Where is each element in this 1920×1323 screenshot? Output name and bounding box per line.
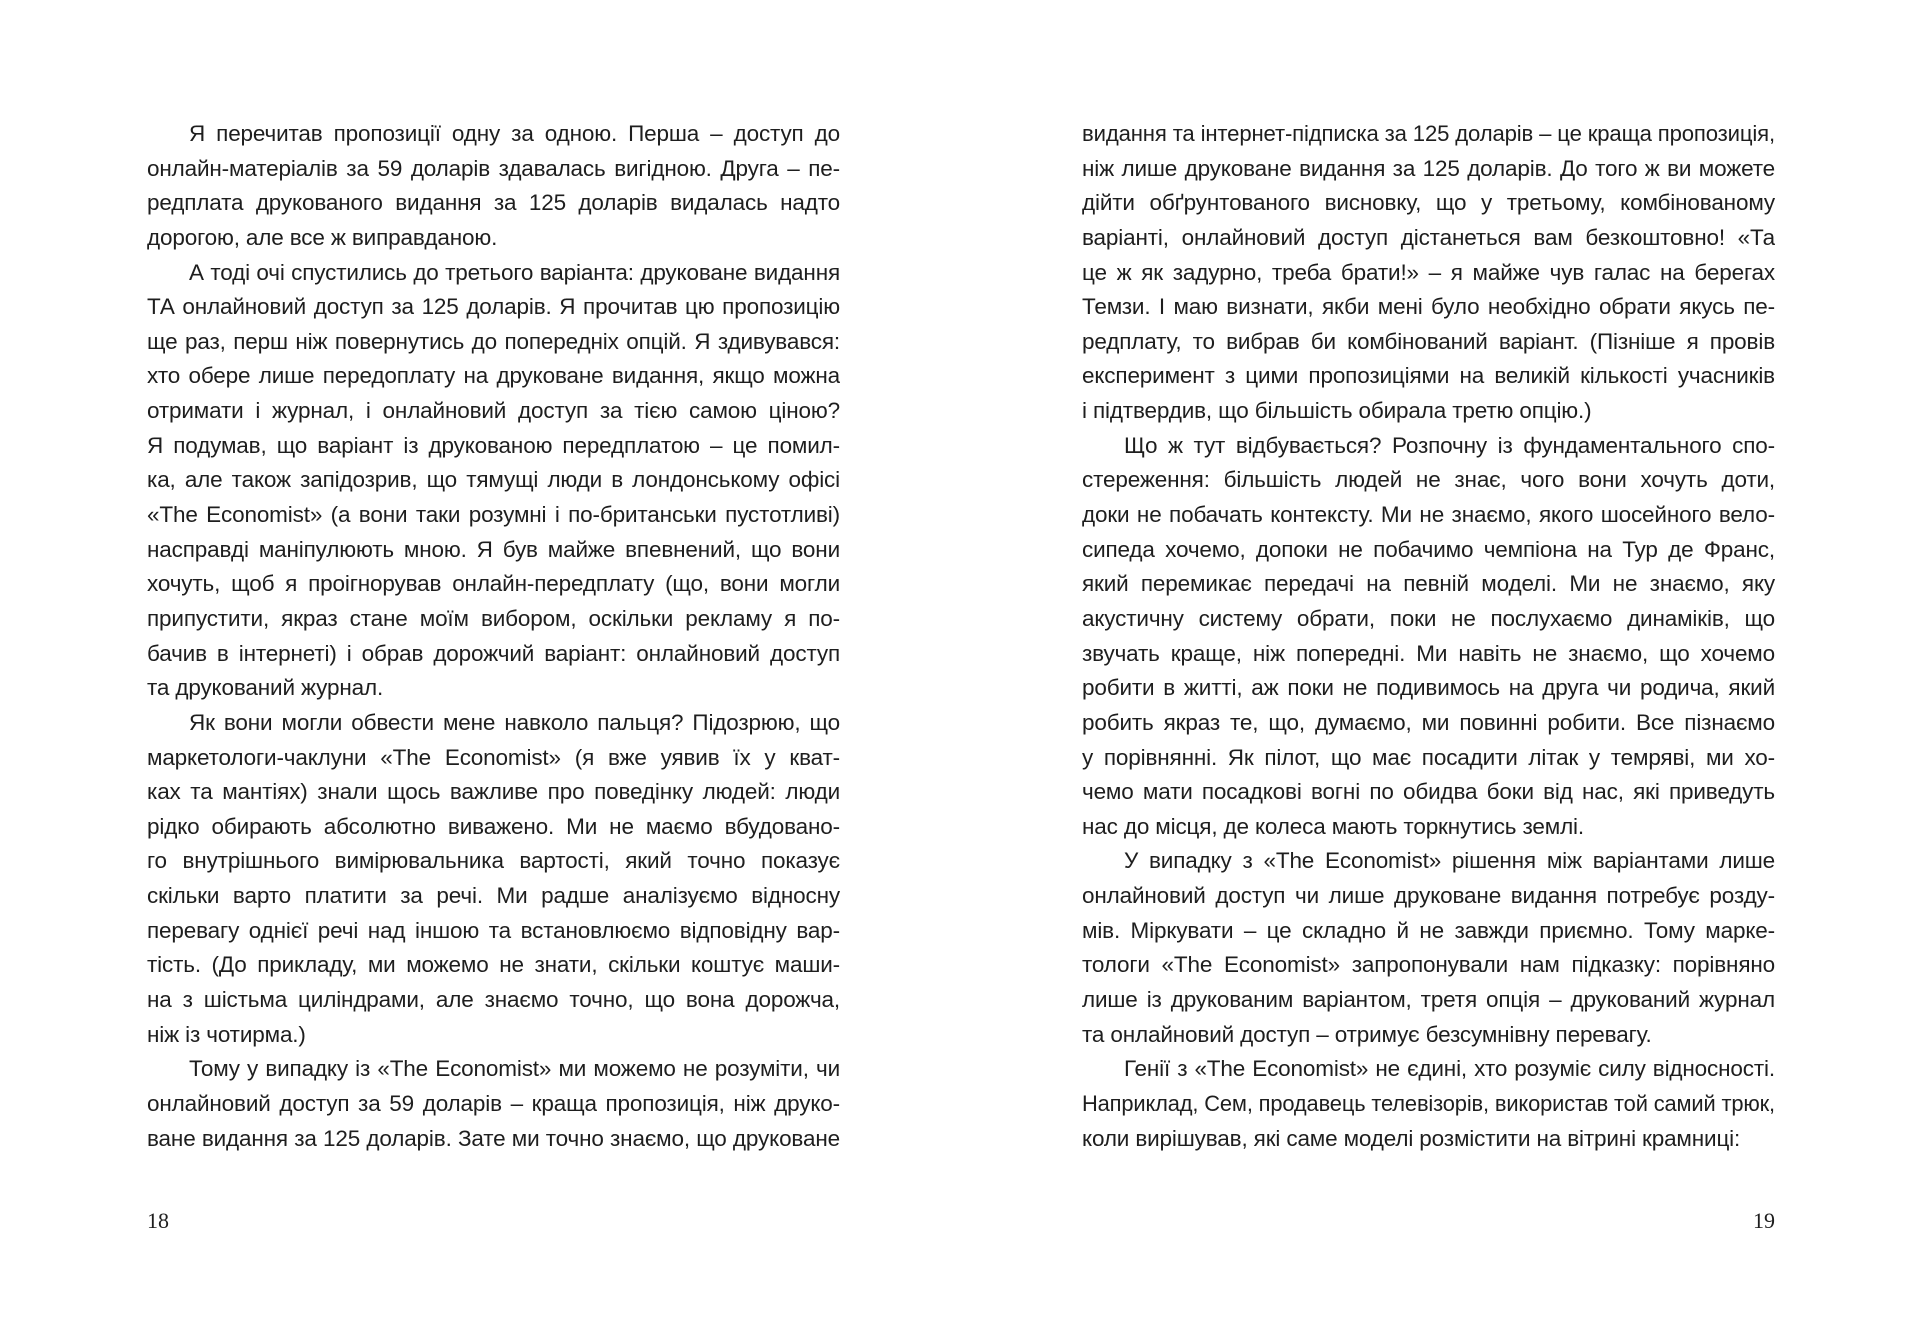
text-line: Я подумав, що варіант із друкованою передплатою – це помил- [147, 432, 840, 458]
right-page [960, 0, 1920, 1323]
text-line: насправді маніпулюють мною. Я був майже впевнений, що вони [147, 536, 840, 562]
text-line: Наприклад, Сем, продавець телевізорів, використав той самий трюк, [1082, 1090, 1775, 1116]
text-line: Темзи. І маю визнати, якби мені було необхідно обрати якусь пе- [1082, 294, 1775, 320]
text-line: маркетологи-чаклуни «The Economist» (я вже уявив їх у кват- [147, 744, 840, 770]
text-line: чемо мати посадкові вогні по обидва боки від нас, які приведуть [1082, 779, 1775, 805]
text-line: дорогою, але все ж виправданою. [147, 224, 498, 250]
text-line: експеримент з цими пропозиціями на великій кількості учасників [1082, 363, 1775, 389]
text-line: у порівнянні. Як пілот, що має посадити літак у темряві, ми хо- [1082, 744, 1775, 770]
text-line: і підтвердив, що більшість обирала третю опцію.) [1082, 398, 1592, 424]
right-page-text [1082, 117, 1775, 1156]
text-line: онлайн-матеріалів за 59 доларів здавалась вигідною. Друга – пе- [147, 155, 840, 181]
text-line: припустити, якраз стане моїм вибором, оскільки рекламу я по- [147, 605, 840, 631]
text-line: Я перечитав пропозиції одну за одною. Перша – доступ до [189, 121, 840, 146]
text-line: ТА онлайновий доступ за 125 доларів. Я прочитав цю пропозицію [147, 294, 840, 320]
text-line: варіанті, онлайновий доступ дістанеться вам безкоштовно! «Та [1082, 224, 1775, 250]
left-page-number: 18 [147, 1208, 169, 1233]
text-line: лише із друкованим варіантом, третя опція – друкований журнал [1082, 987, 1775, 1013]
text-line: ках та мантіях) знали щось важливе про поведінку людей: люди [147, 779, 840, 805]
text-line: це ж як задурно, треба брати!» – я майже чув галас на берегах [1082, 259, 1775, 285]
text-line: рідко обирають абсолютно виважено. Ми не маємо вбудовано- [147, 813, 840, 839]
text-line: сипеда хочемо, допоки не побачимо чемпіона на Тур де Франс, [1082, 536, 1775, 562]
text-line: акустичну систему обрати, поки не послухаємо динаміків, що [1082, 605, 1775, 631]
text-line: онлайновий доступ чи лише друковане видання потребує розду- [1082, 883, 1775, 909]
text-line: Тому у випадку із «The Economist» ми можемо не розуміти, чи [189, 1056, 840, 1082]
text-line: тологи «The Economist» запропонували нам підказку: порівняно [1082, 952, 1775, 978]
text-line: та онлайновий доступ – отримує безсумнівну перевагу. [1082, 1021, 1652, 1047]
right-page-number: 19 [1753, 1208, 1775, 1233]
text-line: Як вони могли обвести мене навколо пальця? Підозрюю, що [189, 709, 840, 735]
text-line: бачив в інтернеті) і обрав дорожчий варіант: онлайновий доступ [147, 640, 840, 666]
text-line: ніж із чотирма.) [147, 1021, 306, 1047]
text-line: доки не побачать контексту. Ми не знаємо, якого шосейного вело- [1082, 502, 1775, 528]
text-line: який перемикає передачі на певній моделі. Ми не знаємо, яку [1082, 571, 1775, 597]
text-line: коли вирішував, які саме моделі розмістити на вітрині крамниці: [1082, 1125, 1741, 1151]
text-line: стереження: більшість людей не знає, чого вони хочуть доти, [1082, 467, 1775, 493]
text-line: робити в житті, аж поки не подивимось на друга чи родича, який [1082, 675, 1775, 701]
text-line: ніж лише друковане видання за 125 доларів. До того ж ви можете [1082, 155, 1775, 181]
text-line: А тоді очі спустились до третього варіанта: друковане видання [189, 259, 840, 285]
text-line: нас до місця, де колеса мають торкнутись землі. [1082, 813, 1585, 839]
text-line: на з шістьма циліндрами, але знаємо точно, що вона дорожча, [147, 987, 840, 1013]
text-line: отримати і журнал, і онлайновий доступ за тією самою ціною? [147, 398, 840, 424]
text-line: ване видання за 125 доларів. Зате ми точно знаємо, що друковане [147, 1125, 840, 1151]
text-line: онлайновий доступ за 59 доларів – краща пропозиція, ніж друко- [147, 1090, 840, 1116]
text-line: та друкований журнал. [147, 675, 384, 701]
text-line: робить якраз те, що, думаємо, ми повинні робити. Все пізнаємо [1082, 709, 1775, 735]
text-line: редплату, то вибрав би комбінований варіант. (Пізніше я провів [1082, 328, 1775, 354]
text-line: перевагу однієї речі над іншою та встановлюємо відповідну вар- [147, 917, 840, 943]
text-line: тість. (До прикладу, ми можемо не знати, скільки коштує маши- [147, 952, 840, 978]
left-page-text [147, 117, 840, 1156]
text-line: скільки варто платити за речі. Ми радше аналізуємо відносну [147, 883, 840, 909]
text-line: хочуть, щоб я проігнорував онлайн-передплату (що, вони могли [147, 571, 840, 597]
text-line: го внутрішнього вимірювальника вартості, який точно показує [147, 848, 840, 874]
text-line: Що ж тут відбувається? Розпочну із фундаментального спо- [1124, 432, 1775, 458]
text-line: дійти обґрунтованого висновку, що у третьому, комбінованому [1082, 190, 1775, 216]
text-line: редплата друкованого видання за 125 доларів видалась надто [147, 190, 840, 216]
text-line: звучать краще, ніж попередні. Ми навіть не знаємо, що хочемо [1082, 640, 1775, 666]
text-line: мів. Міркувати – це складно й не завжди приємно. Тому марке- [1082, 917, 1775, 943]
text-line: ще раз, перш ніж повернутись до попередніх опцій. Я здивувався: [147, 328, 840, 354]
text-line: У випадку з «The Economist» рішення між варіантами лише [1124, 848, 1775, 874]
text-line: хто обере лише передоплату на друковане видання, якщо можна [147, 363, 840, 389]
text-line: ка, але також запідозрив, що тямущі люди в лондонському офісі [147, 467, 840, 493]
text-line: Генії з «The Economist» не єдині, хто розуміє силу відносності. [1124, 1056, 1775, 1082]
text-line: «The Economist» (а вони таки розумні і по-британськи пустотливі) [147, 502, 840, 528]
text-line: видання та інтернет-підписка за 125 доларів – це краща пропозиція, [1082, 121, 1775, 146]
